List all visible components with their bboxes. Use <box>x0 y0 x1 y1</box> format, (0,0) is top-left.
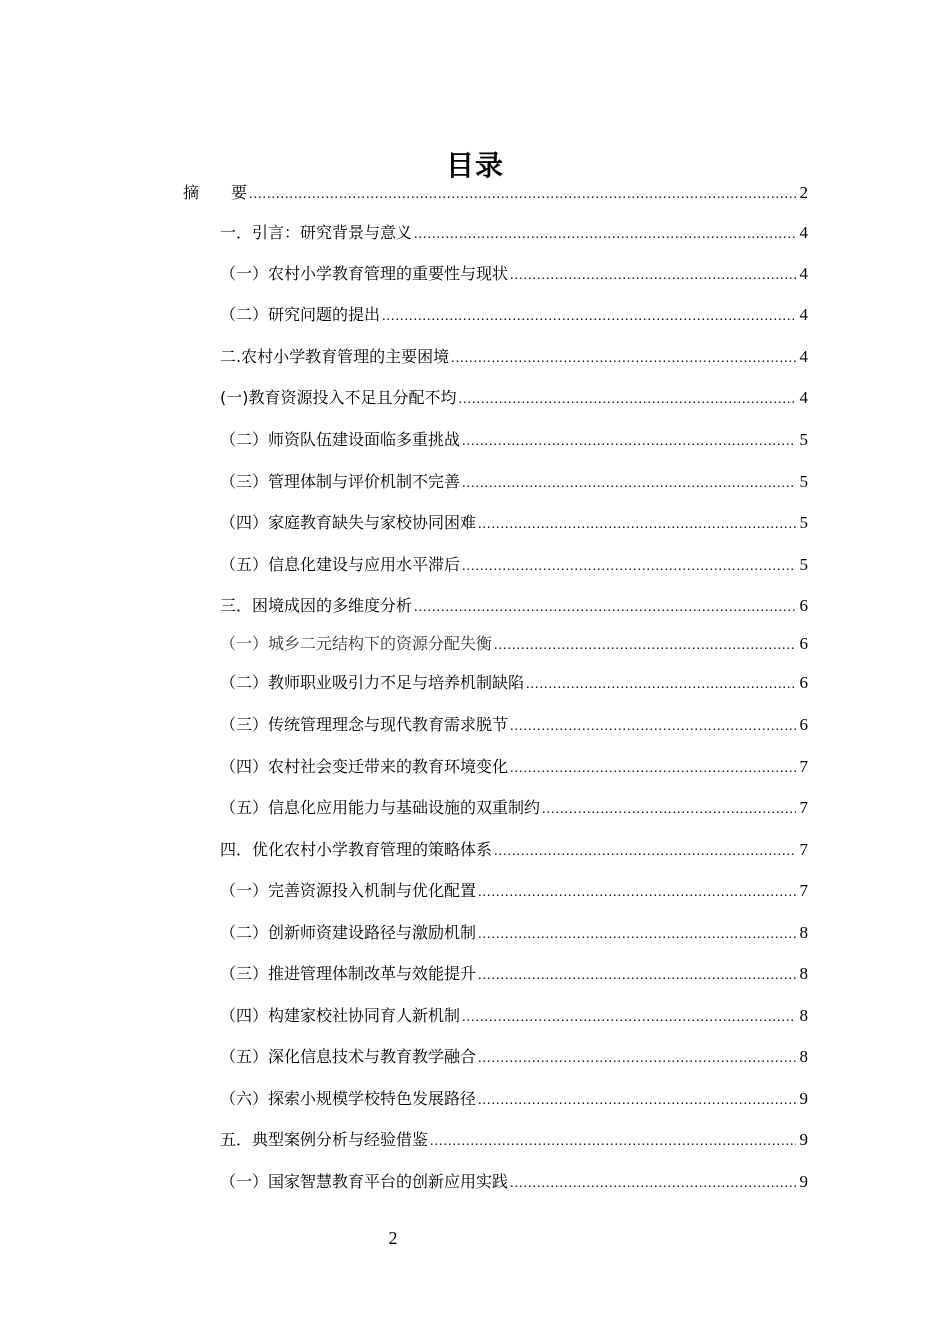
toc-entry[interactable] <box>220 1045 808 1069</box>
toc-entry-label: 摘 要 <box>183 183 248 202</box>
toc-entry[interactable] <box>220 511 808 535</box>
toc-leader-dots <box>494 634 796 658</box>
toc-entry-page: 5 <box>799 555 808 574</box>
toc-entry-page: 9 <box>799 1130 808 1149</box>
toc-entry-label: （一）农村小学教育管理的重要性与现状 <box>220 264 509 283</box>
toc-entry[interactable] <box>220 796 808 820</box>
toc-entry-label: （一）完善资源投入机制与优化配置 <box>220 881 477 900</box>
toc-leader-dots <box>382 305 796 329</box>
toc-entry-label: （二）创新师资建设路径与激励机制 <box>220 923 477 942</box>
toc-entry-page: 7 <box>799 757 808 776</box>
toc-leader-dots <box>451 347 796 371</box>
toc-entry-page: 5 <box>799 472 808 491</box>
toc-leader-dots <box>249 183 796 207</box>
toc-leader-dots <box>526 673 796 697</box>
toc-leader-dots <box>478 881 796 905</box>
toc-leader-dots <box>510 264 796 288</box>
toc-leader-dots <box>478 1089 796 1113</box>
toc-leader-dots <box>510 757 796 781</box>
toc-entry-page: 6 <box>799 634 808 653</box>
toc-entry-label: (一)教育资源投入不足且分配不均 <box>220 388 457 407</box>
toc-entry[interactable] <box>220 1087 808 1111</box>
toc-entry-label: 三．困境成因的多维度分析 <box>220 596 413 615</box>
toc-entry-page: 9 <box>799 1172 808 1191</box>
toc-title: 目录 <box>445 149 504 182</box>
toc-entry-label: （一）国家智慧教育平台的创新应用实践 <box>220 1172 509 1191</box>
toc-entry-label: （三）管理体制与评价机制不完善 <box>220 472 461 491</box>
toc-leader-dots <box>462 1006 796 1030</box>
toc-entry-label: （四）家庭教育缺失与家校协同困难 <box>220 513 477 532</box>
toc-leader-dots <box>414 223 796 247</box>
toc-entry[interactable] <box>220 713 808 737</box>
toc-leader-dots <box>462 430 796 454</box>
toc-entry-label: （五）深化信息技术与教育教学融合 <box>220 1047 477 1066</box>
toc-entry[interactable] <box>220 428 808 452</box>
toc-entry-label: 一．引言：研究背景与意义 <box>220 223 413 242</box>
toc-leader-dots <box>430 1130 796 1154</box>
toc-entry[interactable] <box>220 1004 808 1028</box>
toc-entry[interactable] <box>220 755 808 779</box>
toc-entry[interactable] <box>220 553 808 577</box>
toc-entry[interactable] <box>220 838 808 862</box>
toc-leader-dots <box>478 1047 796 1071</box>
toc-entry-label: （二）教师职业吸引力不足与培养机制缺陷 <box>220 673 525 692</box>
toc-entry-page: 5 <box>799 513 808 532</box>
toc-entry-label: 二.农村小学教育管理的主要困境 <box>220 347 450 366</box>
toc-entry-label: （一）城乡二元结构下的资源分配失衡 <box>220 634 493 653</box>
toc-entry[interactable] <box>183 181 808 205</box>
toc-entry[interactable] <box>220 221 808 245</box>
toc-entry-page: 8 <box>799 923 808 942</box>
toc-entry[interactable] <box>220 470 808 494</box>
toc-entry[interactable] <box>220 879 808 903</box>
toc-leader-dots <box>462 472 796 496</box>
toc-leader-dots <box>414 596 796 620</box>
toc-entry-page: 6 <box>799 673 808 692</box>
toc-leader-dots <box>494 840 796 864</box>
toc-entry[interactable] <box>220 386 808 410</box>
toc-entry[interactable] <box>220 632 808 656</box>
toc-entry-page: 8 <box>799 1006 808 1025</box>
toc-entry[interactable] <box>220 1170 808 1194</box>
toc-entry-page: 4 <box>799 347 808 366</box>
toc-entry-page: 8 <box>799 964 808 983</box>
toc-entry-page: 4 <box>799 388 808 407</box>
toc-entry-page: 4 <box>799 305 808 324</box>
toc-leader-dots <box>462 555 796 579</box>
toc-leader-dots <box>478 513 796 537</box>
toc-entry-label: 五．典型案例分析与经验借鉴 <box>220 1130 429 1149</box>
toc-entry-label: （二）师资队伍建设面临多重挑战 <box>220 430 461 449</box>
toc-entry-label: （四）农村社会变迁带来的教育环境变化 <box>220 757 509 776</box>
toc-entry-page: 7 <box>799 840 808 859</box>
toc-entry-page: 5 <box>799 430 808 449</box>
toc-entry[interactable] <box>220 262 808 286</box>
toc-entry-page: 4 <box>799 223 808 242</box>
toc-entry-label: （三）传统管理理念与现代教育需求脱节 <box>220 715 509 734</box>
toc-leader-dots <box>510 715 796 739</box>
toc-entry-label: （四）构建家校社协同育人新机制 <box>220 1006 461 1025</box>
toc-entry-label: （二）研究问题的提出 <box>220 305 381 324</box>
toc-entry-label: （五）信息化应用能力与基础设施的双重制约 <box>220 798 541 817</box>
toc-entry-page: 7 <box>799 798 808 817</box>
toc-leader-dots <box>478 923 796 947</box>
toc-leader-dots <box>542 798 796 822</box>
toc-entry-page: 7 <box>799 881 808 900</box>
toc-entry[interactable] <box>220 345 808 369</box>
toc-entry-page: 2 <box>799 183 808 202</box>
toc-entry-page: 8 <box>799 1047 808 1066</box>
toc-entry-label: 四．优化农村小学教育管理的策略体系 <box>220 840 493 859</box>
toc-entry[interactable] <box>220 594 808 618</box>
toc-entry[interactable] <box>220 962 808 986</box>
toc-leader-dots <box>459 388 797 412</box>
toc-entry-label: （五）信息化建设与应用水平滞后 <box>220 555 461 574</box>
toc-entry[interactable] <box>220 303 808 327</box>
toc-entry-page: 4 <box>799 264 808 283</box>
toc-entry-page: 6 <box>799 596 808 615</box>
toc-entry-label: （三）推进管理体制改革与效能提升 <box>220 964 477 983</box>
page-number: 2 <box>388 1228 398 1248</box>
toc-entry-page: 9 <box>799 1089 808 1108</box>
toc-leader-dots <box>510 1172 796 1196</box>
toc-entry[interactable] <box>220 1128 808 1152</box>
toc-entry-page: 6 <box>799 715 808 734</box>
toc-entry[interactable] <box>220 921 808 945</box>
toc-entry-label: （六）探索小规模学校特色发展路径 <box>220 1089 477 1108</box>
toc-entry[interactable] <box>220 671 808 695</box>
toc-leader-dots <box>478 964 796 988</box>
